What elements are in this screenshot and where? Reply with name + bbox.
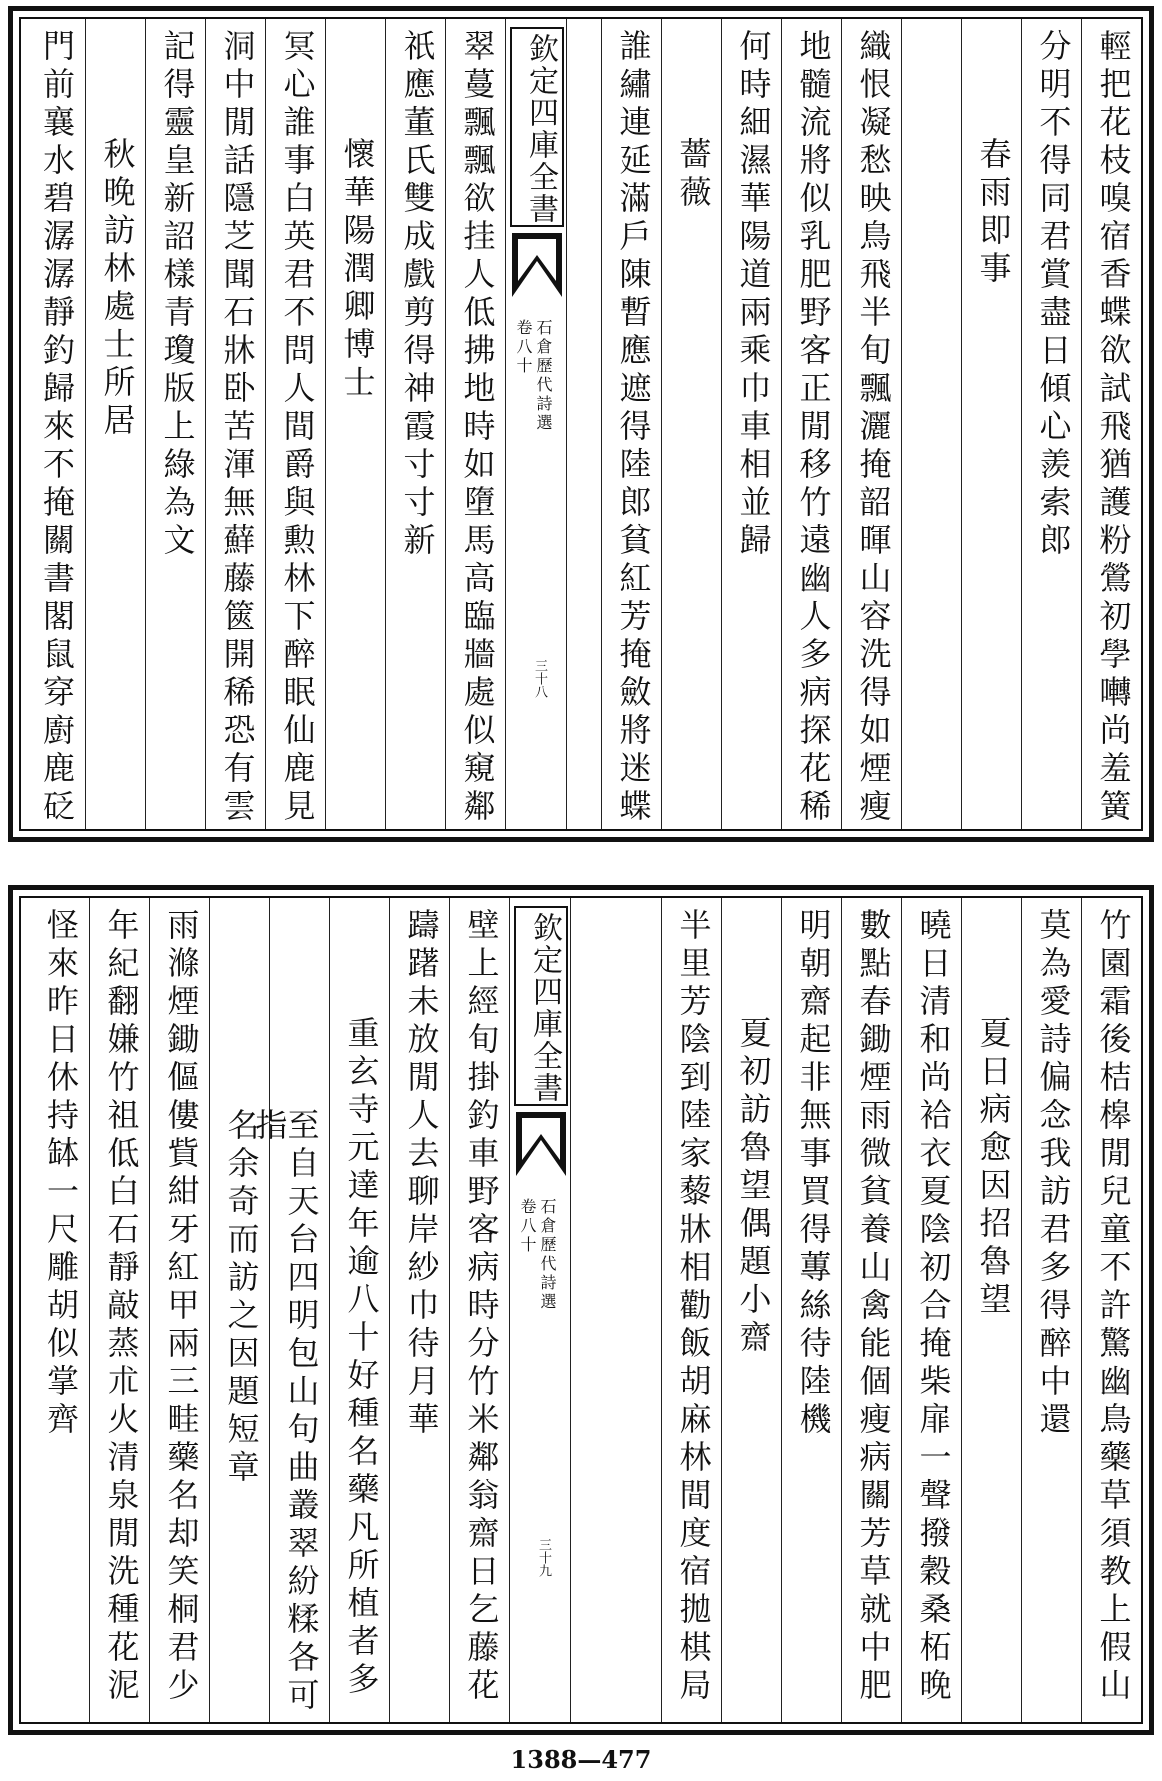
top-page-column-l8: [25, 19, 85, 829]
top-page-column-l6: [145, 19, 205, 829]
poem-heading-text: 薔薇: [674, 137, 713, 213]
top-page-column-l2: [385, 19, 445, 829]
top-page-column-l3: [325, 19, 385, 829]
top-page-column-l7: [85, 19, 145, 829]
poem-line-text: 冥心誰事白英君不問人間爵與勲林下醉眠仙鹿見: [278, 29, 317, 827]
top-page-column-r8: [661, 19, 721, 829]
poem-line-text: 分明不得同君賞盡日傾心羨索郎: [1034, 29, 1073, 561]
poem-heading-text: 名余奇而訪之因題短章: [222, 1108, 261, 1488]
bottom-page-column-r2: [1021, 898, 1081, 1722]
source-collection-label: 石倉歷代詩選: [534, 319, 553, 433]
top-page-column-l4: [265, 19, 325, 829]
top-page-column-r4: [901, 19, 961, 829]
volume-label: 卷八十: [518, 1198, 537, 1255]
bottom-page-column-r3: [961, 898, 1021, 1722]
bottom-page-column-r6: [781, 898, 841, 1722]
poem-line-text: 門前襄水碧潺潺靜釣歸來不掩關書閣鼠穿廚鹿砭: [38, 29, 76, 827]
poem-heading-text: 重玄寺元達年逾八十好種名藥凡所植者多: [342, 1016, 381, 1700]
bottom-page-text-block: [19, 896, 1143, 1724]
poem-line-text: 怪來昨日休持缽一尺雕胡似掌齊: [42, 908, 80, 1440]
poem-line-text: 何時細濕華陽道兩乘巾車相並歸: [734, 29, 773, 561]
top-page-column-l5: [205, 19, 265, 829]
poem-heading-text: 至自天台四明包山句曲叢翠紛糅各可指: [250, 1108, 321, 1716]
folio-number: 三十九: [536, 1538, 551, 1577]
poem-line-text: 半里芳陰到陸家藜牀相勸飯胡麻林間度宿拋棋局: [674, 908, 713, 1706]
bottom-page-center-column: [509, 898, 571, 1722]
bottom-page-column-l1: [449, 898, 509, 1722]
top-page-column-l1: [445, 19, 505, 829]
top-page-column-r9: [601, 19, 661, 829]
bottom-page-column-l7: [89, 898, 149, 1722]
top-page-column-r2: [1021, 19, 1081, 829]
top-page-column-r1: [1081, 19, 1141, 829]
poem-line-text: 年紀翻嫌竹祖低白石靜敲蒸朮火清泉閒洗種花泥: [102, 908, 141, 1706]
book-title-label: 欽定四庫全書: [514, 906, 568, 1106]
top-page-column-r3: [961, 19, 1021, 829]
bottom-page-frame: [8, 885, 1154, 1735]
catalog-page-code: 1388—477: [510, 1745, 652, 1774]
poem-heading-text: 夏日病愈因招魯望: [974, 1016, 1013, 1320]
folio-number: 三十八: [532, 659, 547, 698]
poem-line-text: 祇應董氏雙成戲剪得神霞寸寸新: [398, 29, 437, 561]
poem-line-text: 輕把花枝嗅宿香蝶欲試飛猶護粉鶯初學囀尚羞簧: [1094, 29, 1133, 827]
poem-line-text: 曉日清和尚袷衣夏陰初合掩柴扉一聲撥穀桑柘晚: [914, 908, 953, 1706]
poem-heading-text: 夏初訪魯望偶題小齋: [734, 1016, 773, 1358]
poem-line-text: 記得靈皇新詔樣青瓊版上綠為文: [158, 29, 197, 561]
poem-line-text: 翠蔓飄飄欲挂人低拂地時如墮馬高臨牆處似窺鄰: [458, 29, 497, 827]
top-page-text-block: [19, 17, 1143, 831]
bottom-page-column-r1: [1081, 898, 1141, 1722]
source-collection-label: 石倉歷代詩選: [538, 1198, 557, 1312]
bottom-page-column-r4: [901, 898, 961, 1722]
poem-line-text: 莫為愛詩偏念我訪君多得醉中還: [1034, 908, 1073, 1440]
top-page-column-r6: [781, 19, 841, 829]
fish-tail-mark-icon: [510, 231, 564, 301]
bottom-page-column-r5: [841, 898, 901, 1722]
top-page-center-column: [505, 19, 567, 829]
bottom-page-column-l5: [209, 898, 269, 1722]
bottom-page-column-l2: [389, 898, 449, 1722]
volume-label: 卷八十: [514, 319, 533, 376]
poem-line-text: 誰繡連延滿戶陳暫應遮得陸郎貧紅芳掩斂將迷蝶: [614, 29, 653, 827]
book-title-label: 欽定四庫全書: [510, 27, 564, 227]
poem-heading-text: 懷華陽潤卿博士: [338, 137, 377, 403]
poem-line-text: 地髓流將似乳肥野客正閒移竹遠幽人多病探花稀: [794, 29, 833, 827]
poem-line-text: 雨滌煙鋤傴僂貲紺牙紅甲兩三畦藥名却笑桐君少: [162, 908, 201, 1706]
poem-heading-text: 秋晚訪林處士所居: [98, 137, 137, 441]
poem-line-text: 竹園霜後桔槔閒兒童不許驚幽鳥藥草須教上假山: [1094, 908, 1133, 1706]
poem-line-text: 壁上經旬掛釣車野客病時分竹米鄰翁齋日乞藤花: [462, 908, 501, 1706]
bottom-page-column-l8: [29, 898, 89, 1722]
bottom-page-column-r8: [661, 898, 721, 1722]
bottom-page-column-l6: [149, 898, 209, 1722]
bottom-page-column-l4: [250, 898, 329, 1722]
top-page-column-r5: [841, 19, 901, 829]
poem-line-text: 織恨凝愁映鳥飛半旬飄灑掩韶暉山容洗得如煙瘦: [854, 29, 893, 827]
fish-tail-mark-icon: [514, 1110, 568, 1180]
poem-line-text: 躊躇未放閒人去聊岸紗巾待月華: [402, 908, 441, 1440]
bottom-page-column-l3: [329, 898, 389, 1722]
poem-line-text: 洞中閒話隱芝聞石牀卧苦渾無蘚藤篋開稀恐有雲: [218, 29, 257, 827]
poem-heading-text: 春雨即事: [974, 137, 1013, 289]
poem-line-text: 數點春鋤煙雨微貧養山禽能個瘦病關芳草就中肥: [854, 908, 893, 1706]
top-page-column-r7: [721, 19, 781, 829]
poem-line-text: 明朝齋起非無事買得蓴絲待陸機: [794, 908, 833, 1440]
top-page-frame: [8, 6, 1154, 842]
bottom-page-column-r7: [721, 898, 781, 1722]
